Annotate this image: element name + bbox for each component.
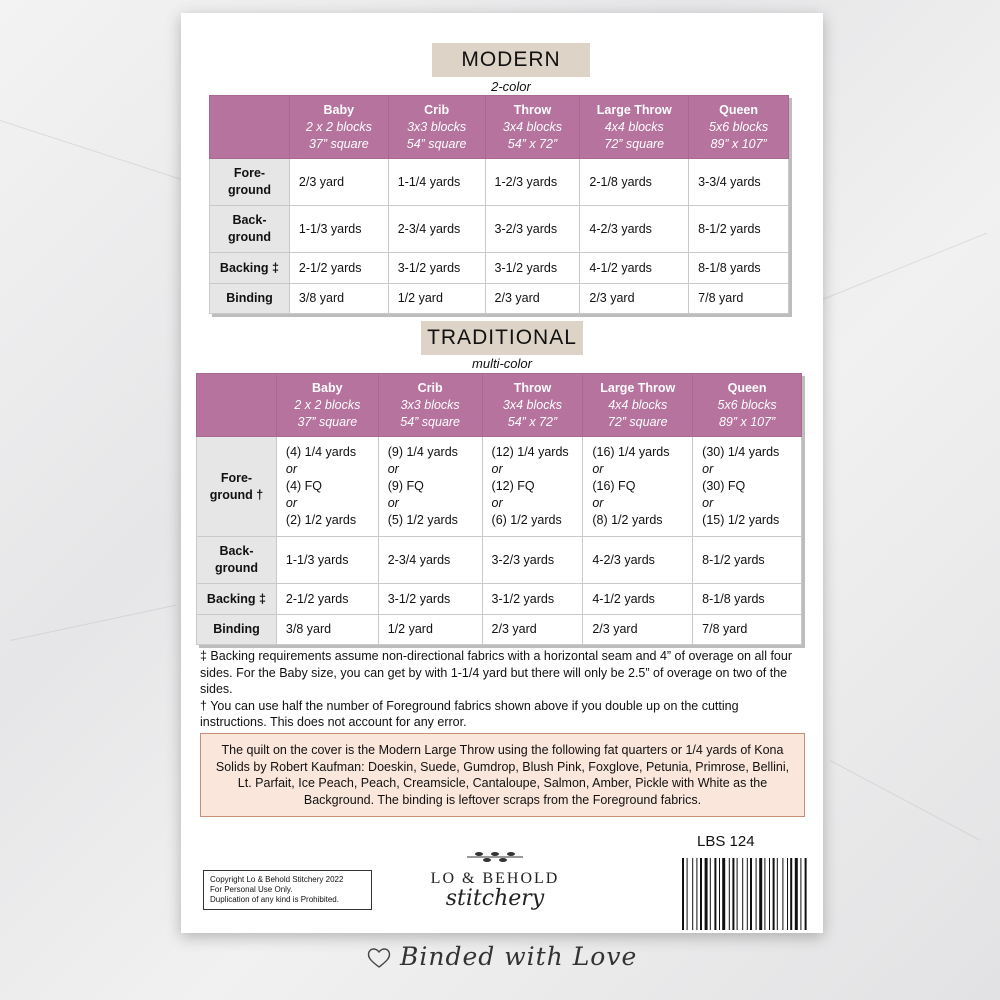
pattern-sku: LBS 124 [697,833,755,850]
barcode-bar [787,858,788,930]
header-corner [210,96,290,159]
table-cell: 1-1/3 yards [289,206,388,253]
table-cell: 4-2/3 yards [580,206,689,253]
barcode-bar [732,858,734,930]
table-cell: 1-1/4 yards [388,159,485,206]
table-row [210,284,789,314]
size-header: Large Throw 4x4 blocks 72” square [580,96,689,159]
table-cell: 2/3 yard [583,615,693,645]
table-row [197,437,802,537]
table-cell: 1/2 yard [388,284,485,314]
size-header: Crib 3x3 blocks 54” square [378,374,482,437]
size-header: Large Throw 4x4 blocks 72” square [583,374,693,437]
table-row [197,615,802,645]
row-label: Back- ground [197,537,277,584]
size-header: Crib 3x3 blocks 54” square [388,96,485,159]
table-cell: 7/8 yard [689,284,789,314]
marble-vein [830,760,981,841]
marble-vein [820,233,987,301]
barcode-icon [680,858,810,930]
table-row [210,159,789,206]
watermark-text: Binded with Love [400,942,638,971]
barcode-bar [687,858,688,930]
barcode-bar [737,858,738,930]
row-label: Binding [210,284,290,314]
barcode-bar [742,858,743,930]
size-header: Queen 5x6 blocks 89” x 107” [689,96,789,159]
row-label: Fore- ground † [197,437,277,537]
table-cell: 8-1/8 yards [689,253,789,284]
barcode-bar [705,858,708,930]
barcode-bar [800,858,801,930]
laurel-icon [465,850,525,864]
traditional-table [196,373,802,645]
backing-note: ‡ Backing requirements assume non-directional fabrics with a horizontal seam and 4” of overage on all four sides. For the Baby size, you can get by with 1-1/4 yard but there will only be 2.5” of overage on two of the sides. [200,649,792,696]
barcode-bar [750,858,752,930]
table-cell: 3/8 yard [289,284,388,314]
barcode-bar [710,858,711,930]
table-cell: 3-1/2 yards [378,584,482,615]
table-cell: 2-1/2 yards [289,253,388,284]
logo-script: stitchery [445,886,545,911]
heart-icon [366,946,392,970]
row-label: Backing ‡ [197,584,277,615]
table-cell: (30) 1/4 yards or (30) FQ or (15) 1/2 yards [693,437,802,537]
size-header: Throw 3x4 blocks 54” x 72” [485,96,580,159]
barcode-bar [769,858,770,930]
cover-quilt-note: The quilt on the cover is the Modern Large Throw using the following fat quarters or 1/4 yards of Kona Solids by Robert Kaufman: Doeskin, Suede, Gumdrop, Blush Pink, Foxglove, Petunia, Primrose, Bellini, Lt. Parfait, Ice Peach, Peach, Creamsicle, Cantaloupe, Salmon, Amber, Pickle with White as the Background. The binding is leftover scraps from the Foreground fabrics. [200,733,805,817]
barcode-bar [747,858,748,930]
table-cell: 3/8 yard [276,615,378,645]
barcode-bar [782,858,783,930]
table-cell: 8-1/8 yards [693,584,802,615]
barcode-bar [795,858,798,930]
row-label: Binding [197,615,277,645]
table-cell: (4) 1/4 yards or (4) FQ or (2) 1/2 yards [276,437,378,537]
modern-table [209,95,789,314]
table-cell: 3-2/3 yards [485,206,580,253]
table-cell: (9) 1/4 yards or (9) FQ or (5) 1/2 yards [378,437,482,537]
table-cell: 2/3 yard [289,159,388,206]
copyright-box [203,870,372,910]
table-cell: 2-3/4 yards [388,206,485,253]
table-cell: 4-1/2 yards [583,584,693,615]
brand-logo [412,850,578,910]
table-cell: 7/8 yard [693,615,802,645]
copyright-line: Duplication of any kind is Prohibited. [210,895,339,904]
barcode-bar [696,858,697,930]
header-corner [197,374,277,437]
table-cell: 2-1/2 yards [276,584,378,615]
table-row [197,537,802,584]
table-cell: 3-1/2 yards [485,253,580,284]
table-cell: 2/3 yard [482,615,583,645]
table-cell: 4-2/3 yards [583,537,693,584]
table-cell: 3-1/2 yards [388,253,485,284]
barcode-bar [700,858,702,930]
table-cell: 1-1/3 yards [276,537,378,584]
table-cell: 3-2/3 yards [482,537,583,584]
barcode-bar [773,858,775,930]
table-cell: 2-1/8 yards [580,159,689,206]
foreground-note: † You can use half the number of Foreground fabrics shown above if you double up on the cutting instructions. This does not account for any error. [200,698,739,729]
table-cell: 4-1/2 yards [580,253,689,284]
barcode-bar [722,858,725,930]
marble-vein [10,605,176,641]
table-cell: 2-3/4 yards [378,537,482,584]
size-header: Baby 2 x 2 blocks 37” square [289,96,388,159]
modern-subtitle: 2-color [491,79,531,94]
barcode-bar [777,858,778,930]
table-cell: 3-1/2 yards [482,584,583,615]
barcode [680,858,810,930]
row-label: Fore- ground [210,159,290,206]
table-cell: 1-2/3 yards [485,159,580,206]
table-cell: 2/3 yard [580,284,689,314]
table-cell: (12) 1/4 yards or (12) FQ or (6) 1/2 yards [482,437,583,537]
barcode-bar [692,858,693,930]
copyright-line: For Personal Use Only. [210,885,293,894]
table-row [210,253,789,284]
table-cell: 3-3/4 yards [689,159,789,206]
barcode-bar [756,858,757,930]
table-cell: 8-1/2 yards [689,206,789,253]
barcode-bar [714,858,716,930]
table-cell: (16) 1/4 yards or (16) FQ or (8) 1/2 yards [583,437,693,537]
barcode-bar [790,858,792,930]
row-label: Back- ground [210,206,290,253]
logo-wordmark: LO & BEHOLD [430,870,560,887]
table-row [197,584,802,615]
barcode-bar [729,858,730,930]
footnotes [200,648,800,731]
size-header: Baby 2 x 2 blocks 37” square [276,374,378,437]
size-header: Queen 5x6 blocks 89” x 107” [693,374,802,437]
table-cell: 2/3 yard [485,284,580,314]
size-header: Throw 3x4 blocks 54” x 72” [482,374,583,437]
barcode-bar [805,858,807,930]
table-row [210,206,789,253]
modern-title: MODERN [432,43,590,77]
traditional-subtitle: multi-color [472,356,532,371]
barcode-bar [682,858,684,930]
traditional-title: TRADITIONAL [421,321,583,355]
table-cell: 8-1/2 yards [693,537,802,584]
barcode-bar [764,858,765,930]
marble-vein [0,120,181,180]
table-cell: 1/2 yard [378,615,482,645]
row-label: Backing ‡ [210,253,290,284]
barcode-bar [719,858,720,930]
copyright-line: Copyright Lo & Behold Stitchery 2022 [210,875,344,884]
barcode-bar [759,858,762,930]
